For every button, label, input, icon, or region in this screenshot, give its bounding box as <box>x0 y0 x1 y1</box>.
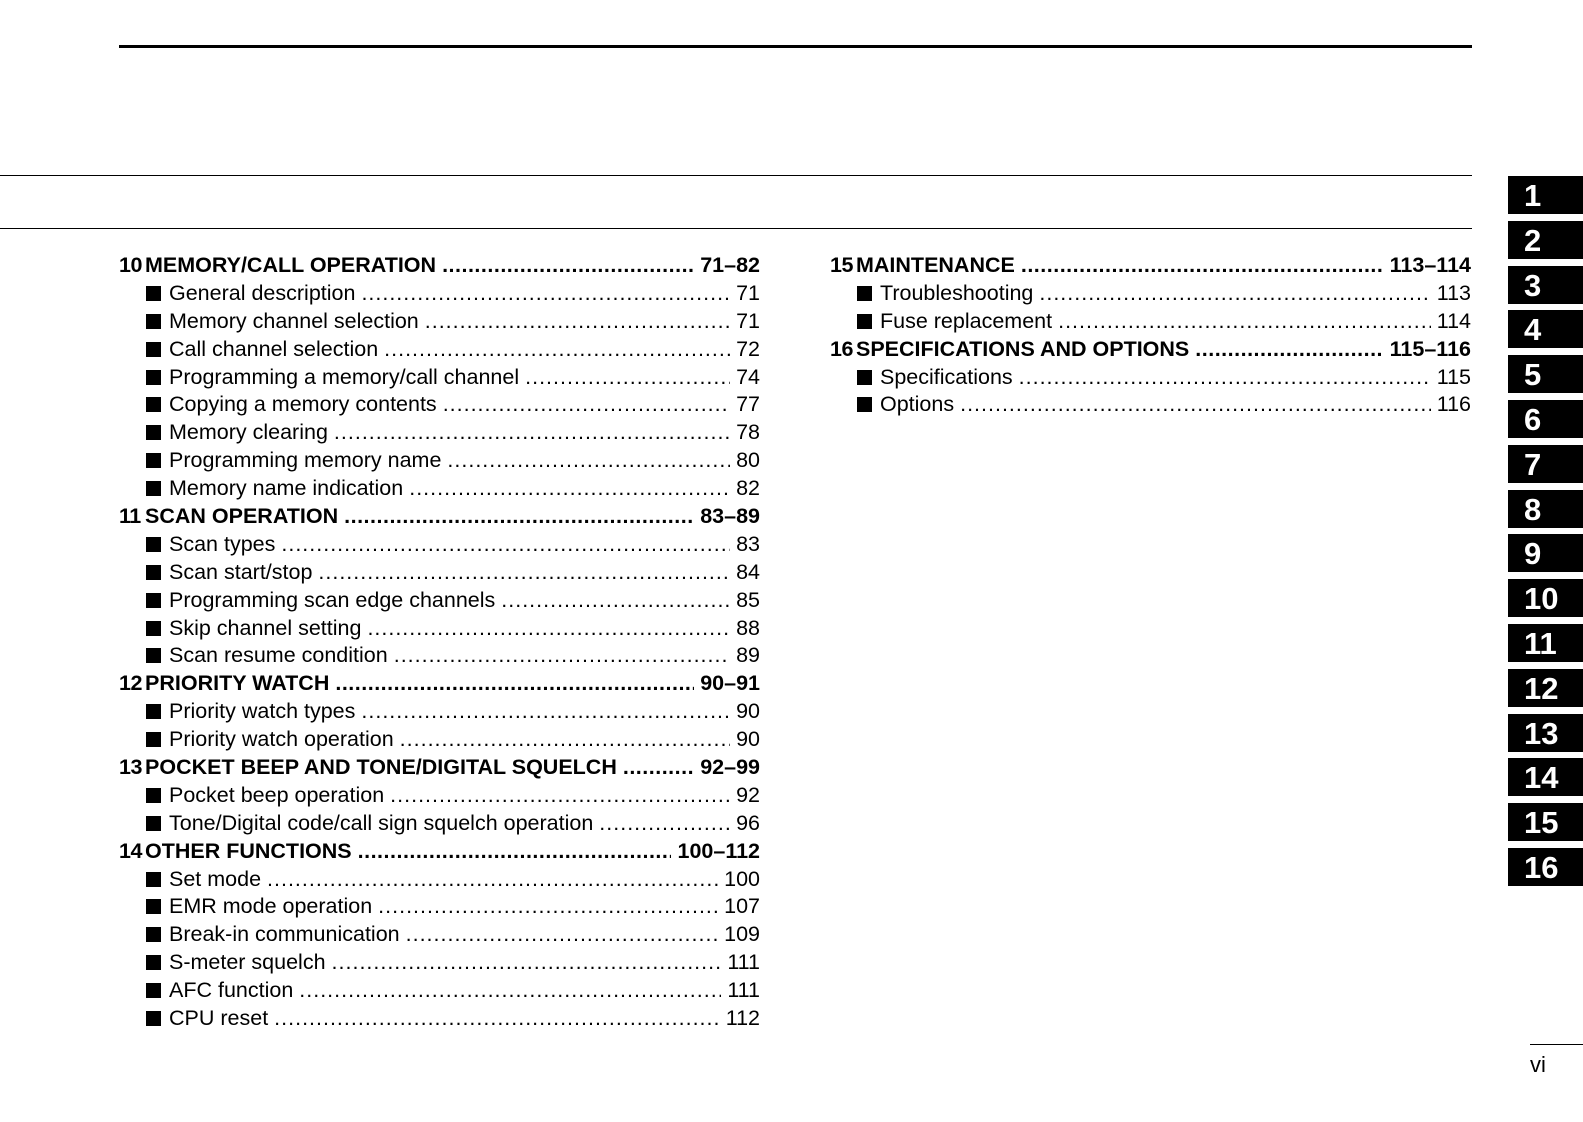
entry-title: Pocket beep operation <box>169 782 385 807</box>
toc-section-cpu-reset[interactable] <box>119 1005 760 1033</box>
dot-leader <box>299 977 721 1005</box>
dot-leader <box>425 308 730 336</box>
toc-section-priority-watch-types[interactable] <box>119 698 760 726</box>
bullet-square-icon <box>146 1011 161 1026</box>
bullet-square-icon <box>857 314 872 329</box>
dot-leader <box>390 782 730 810</box>
entry-page: 89 <box>736 643 760 668</box>
bullet-square-icon <box>146 342 161 357</box>
dot-leader <box>406 921 719 949</box>
dot-leader <box>400 726 730 754</box>
page-number: vi <box>1530 1052 1546 1077</box>
toc-section-break-in-communication[interactable] <box>119 921 760 949</box>
toc-section-memory-name-indication[interactable] <box>119 475 760 503</box>
entry-page: 100 <box>724 866 760 891</box>
entry-page: 71 <box>736 308 760 333</box>
bullet-square-icon <box>146 816 161 831</box>
entry-title: Scan resume condition <box>169 643 388 668</box>
dot-leader <box>1195 336 1383 364</box>
entry-title: Programming scan edge channels <box>169 587 496 612</box>
entry-page: 115–116 <box>1389 336 1471 361</box>
entry-title: Memory channel selection <box>169 308 419 333</box>
entry-title: Set mode <box>169 866 262 891</box>
entry-page: 92–99 <box>700 755 760 780</box>
toc-right-column <box>830 252 1471 419</box>
entry-page: 72 <box>736 336 760 361</box>
chapter-tab-4[interactable]: 4 <box>1508 310 1583 348</box>
dot-leader <box>1039 280 1430 308</box>
bullet-square-icon <box>146 425 161 440</box>
chapter-tab-12[interactable]: 12 <box>1508 669 1583 707</box>
entry-title: OTHER FUNCTIONS <box>145 838 352 863</box>
dot-leader <box>334 419 730 447</box>
chapter-number: 14 <box>119 838 142 863</box>
toc-section-scan-start-stop[interactable] <box>119 559 760 587</box>
entry-page: 113–114 <box>1389 253 1471 277</box>
toc-chapter-13[interactable] <box>119 754 760 782</box>
bullet-square-icon <box>146 370 161 385</box>
entry-title: General description <box>169 280 356 305</box>
chapter-tab-14[interactable]: 14 <box>1508 758 1583 796</box>
dot-leader <box>501 587 730 615</box>
entry-title: Priority watch operation <box>169 727 394 752</box>
bullet-square-icon <box>146 955 161 970</box>
entry-title: Troubleshooting <box>880 280 1034 305</box>
entry-page: 107 <box>724 894 760 919</box>
chapter-tab-16[interactable]: 16 <box>1508 848 1583 886</box>
toc-section-fuse-replacement[interactable] <box>830 308 1471 336</box>
bullet-square-icon <box>146 537 161 552</box>
toc-section-memory-clearing[interactable] <box>119 419 760 447</box>
entry-title: Skip channel setting <box>169 615 362 640</box>
bullet-square-icon <box>146 927 161 942</box>
entry-title: CPU reset <box>169 1006 269 1031</box>
bullet-square-icon <box>146 788 161 803</box>
entry-title: Priority watch types <box>169 699 356 724</box>
dot-leader <box>599 810 730 838</box>
toc-chapter-15[interactable] <box>830 252 1471 280</box>
entry-title: S-meter squelch <box>169 950 326 975</box>
entry-title: Copying a memory contents <box>169 392 437 417</box>
dot-leader <box>409 475 730 503</box>
entry-title: Fuse replacement <box>880 308 1053 333</box>
chapter-tab-13[interactable]: 13 <box>1508 714 1583 752</box>
toc-chapter-11[interactable] <box>119 503 760 531</box>
entry-title: AFC function <box>169 978 294 1003</box>
entry-page: 96 <box>736 810 760 835</box>
toc-section-programming-scan-edge-channels[interactable] <box>119 587 760 615</box>
toc-chapter-16[interactable] <box>830 336 1471 364</box>
toc-chapter-10[interactable] <box>119 252 760 280</box>
entry-page: 85 <box>736 587 760 612</box>
toc-section-scan-resume-condition[interactable] <box>119 642 760 670</box>
dot-leader <box>367 615 730 643</box>
toc-left-column <box>119 252 760 1033</box>
dot-leader <box>442 252 694 280</box>
bullet-square-icon <box>146 565 161 580</box>
bullet-square-icon <box>146 872 161 887</box>
chapter-tab-3[interactable]: 3 <box>1508 266 1583 304</box>
chapter-tab-6[interactable]: 6 <box>1508 400 1583 438</box>
bullet-square-icon <box>146 314 161 329</box>
bullet-square-icon <box>146 593 161 608</box>
bullet-square-icon <box>146 481 161 496</box>
entry-page: 115 <box>1436 364 1471 389</box>
dot-leader <box>344 503 694 531</box>
dot-leader <box>361 698 730 726</box>
bullet-square-icon <box>146 732 161 747</box>
entry-page: 74 <box>736 364 760 389</box>
toc-section-scan-types[interactable] <box>119 531 760 559</box>
page-number-rule <box>1530 1044 1583 1045</box>
dot-leader <box>443 391 730 419</box>
entry-title: Memory clearing <box>169 420 328 445</box>
entry-page: 116 <box>1436 392 1471 417</box>
toc-section-s-meter-squelch[interactable] <box>119 949 760 977</box>
dot-leader <box>267 866 718 894</box>
chapter-tab-5[interactable]: 5 <box>1508 355 1583 393</box>
dot-leader <box>358 838 672 866</box>
entry-title: Options <box>880 392 955 417</box>
toc-section-set-mode[interactable] <box>119 866 760 894</box>
toc-section-programming-memory-name[interactable] <box>119 447 760 475</box>
toc-chapter-14[interactable] <box>119 838 760 866</box>
dot-leader <box>960 391 1431 419</box>
toc-section-afc-function[interactable] <box>119 977 760 1005</box>
entry-page: 90 <box>736 699 760 724</box>
entry-title: Scan types <box>169 531 276 556</box>
entry-page: 82 <box>736 476 760 501</box>
dot-leader <box>447 447 730 475</box>
dot-leader <box>281 531 730 559</box>
toc-section-skip-channel-setting[interactable] <box>119 615 760 643</box>
header-band-bottom-rule <box>0 228 1472 229</box>
entry-page: 77 <box>736 392 760 417</box>
toc-section-troubleshooting[interactable] <box>830 280 1471 308</box>
dot-leader <box>384 336 730 364</box>
bullet-square-icon <box>146 704 161 719</box>
entry-title: Break-in communication <box>169 922 400 947</box>
bullet-square-icon <box>146 648 161 663</box>
dot-leader <box>1021 252 1384 280</box>
toc-section-memory-channel-selection[interactable] <box>119 308 760 336</box>
entry-page: 111 <box>727 978 760 1003</box>
entry-page: 90–91 <box>700 671 760 696</box>
chapter-tab-1[interactable]: 1 <box>1508 176 1583 214</box>
entry-page: 109 <box>724 922 760 947</box>
chapter-tab-10[interactable]: 10 <box>1508 579 1583 617</box>
chapter-number: 11 <box>119 504 141 529</box>
dot-leader <box>623 754 694 782</box>
toc-section-programming-a-memory-call-channel[interactable] <box>119 364 760 392</box>
entry-page: 84 <box>736 559 760 584</box>
dot-leader <box>335 670 694 698</box>
entry-title: POCKET BEEP AND TONE/DIGITAL SQUELCH <box>145 755 617 780</box>
entry-title: Specifications <box>880 364 1013 389</box>
entry-title: Tone/Digital code/call sign squelch operation <box>169 810 594 835</box>
entry-title: Scan start/stop <box>169 559 313 584</box>
chapter-number: 10 <box>119 253 142 277</box>
dot-leader <box>274 1005 720 1033</box>
entry-page: 88 <box>736 615 760 640</box>
entry-title: MAINTENANCE <box>856 253 1015 277</box>
chapter-tab-8[interactable]: 8 <box>1508 490 1583 528</box>
entry-page: 71–82 <box>700 253 760 277</box>
dot-leader <box>332 949 722 977</box>
entry-page: 80 <box>736 448 760 473</box>
bullet-square-icon <box>146 621 161 636</box>
entry-title: EMR mode operation <box>169 894 373 919</box>
chapter-number: 12 <box>119 671 142 696</box>
entry-page: 114 <box>1436 308 1471 333</box>
bullet-square-icon <box>857 397 872 412</box>
dot-leader <box>1019 364 1431 392</box>
entry-page: 113 <box>1436 280 1471 305</box>
toc-section-call-channel-selection[interactable] <box>119 336 760 364</box>
entry-page: 92 <box>736 782 760 807</box>
chapter-tab-2[interactable]: 2 <box>1508 221 1583 259</box>
chapter-number: 13 <box>119 755 142 780</box>
toc-section-specifications[interactable] <box>830 364 1471 392</box>
chapter-tab-15[interactable]: 15 <box>1508 803 1583 841</box>
dot-leader <box>361 280 730 308</box>
top-rule <box>119 45 1472 48</box>
entry-page: 100–112 <box>677 838 760 863</box>
chapter-tab-7[interactable]: 7 <box>1508 445 1583 483</box>
entry-title: SCAN OPERATION <box>145 504 339 529</box>
toc-chapter-12[interactable] <box>119 670 760 698</box>
entry-title: Call channel selection <box>169 336 379 361</box>
toc-section-general-description[interactable] <box>119 280 760 308</box>
chapter-number: 15 <box>830 253 853 277</box>
entry-page: 112 <box>725 1006 760 1031</box>
entry-title: Programming a memory/call channel <box>169 364 520 389</box>
dot-leader <box>1058 308 1431 336</box>
entry-title: SPECIFICATIONS AND OPTIONS <box>856 336 1190 361</box>
dot-leader <box>378 893 718 921</box>
chapter-tab-9[interactable]: 9 <box>1508 534 1583 572</box>
entry-page: 78 <box>736 420 760 445</box>
header-band-top-rule <box>0 175 1472 176</box>
entry-title: Programming memory name <box>169 448 442 473</box>
toc-section-pocket-beep-operation[interactable] <box>119 782 760 810</box>
toc-section-priority-watch-operation[interactable] <box>119 726 760 754</box>
entry-title: Memory name indication <box>169 476 404 501</box>
entry-page: 71 <box>736 280 760 305</box>
bullet-square-icon <box>146 397 161 412</box>
toc-section-tone-digital-code-call-sign-squelch-operation[interactable] <box>119 810 760 838</box>
bullet-square-icon <box>146 983 161 998</box>
toc-section-copying-a-memory-contents[interactable] <box>119 391 760 419</box>
dot-leader <box>525 364 730 392</box>
entry-page: 90 <box>736 727 760 752</box>
dot-leader <box>394 642 730 670</box>
toc-section-options[interactable] <box>830 391 1471 419</box>
entry-title: PRIORITY WATCH <box>145 671 330 696</box>
entry-title: MEMORY/CALL OPERATION <box>145 253 437 277</box>
chapter-tab-11[interactable]: 11 <box>1508 624 1583 662</box>
chapter-number: 16 <box>830 336 853 361</box>
bullet-square-icon <box>146 899 161 914</box>
entry-page: 111 <box>727 950 760 975</box>
bullet-square-icon <box>146 286 161 301</box>
toc-section-emr-mode-operation[interactable] <box>119 893 760 921</box>
bullet-square-icon <box>857 370 872 385</box>
bullet-square-icon <box>146 453 161 468</box>
bullet-square-icon <box>857 286 872 301</box>
dot-leader <box>318 559 730 587</box>
entry-page: 83 <box>736 531 760 556</box>
entry-page: 83–89 <box>700 504 760 529</box>
